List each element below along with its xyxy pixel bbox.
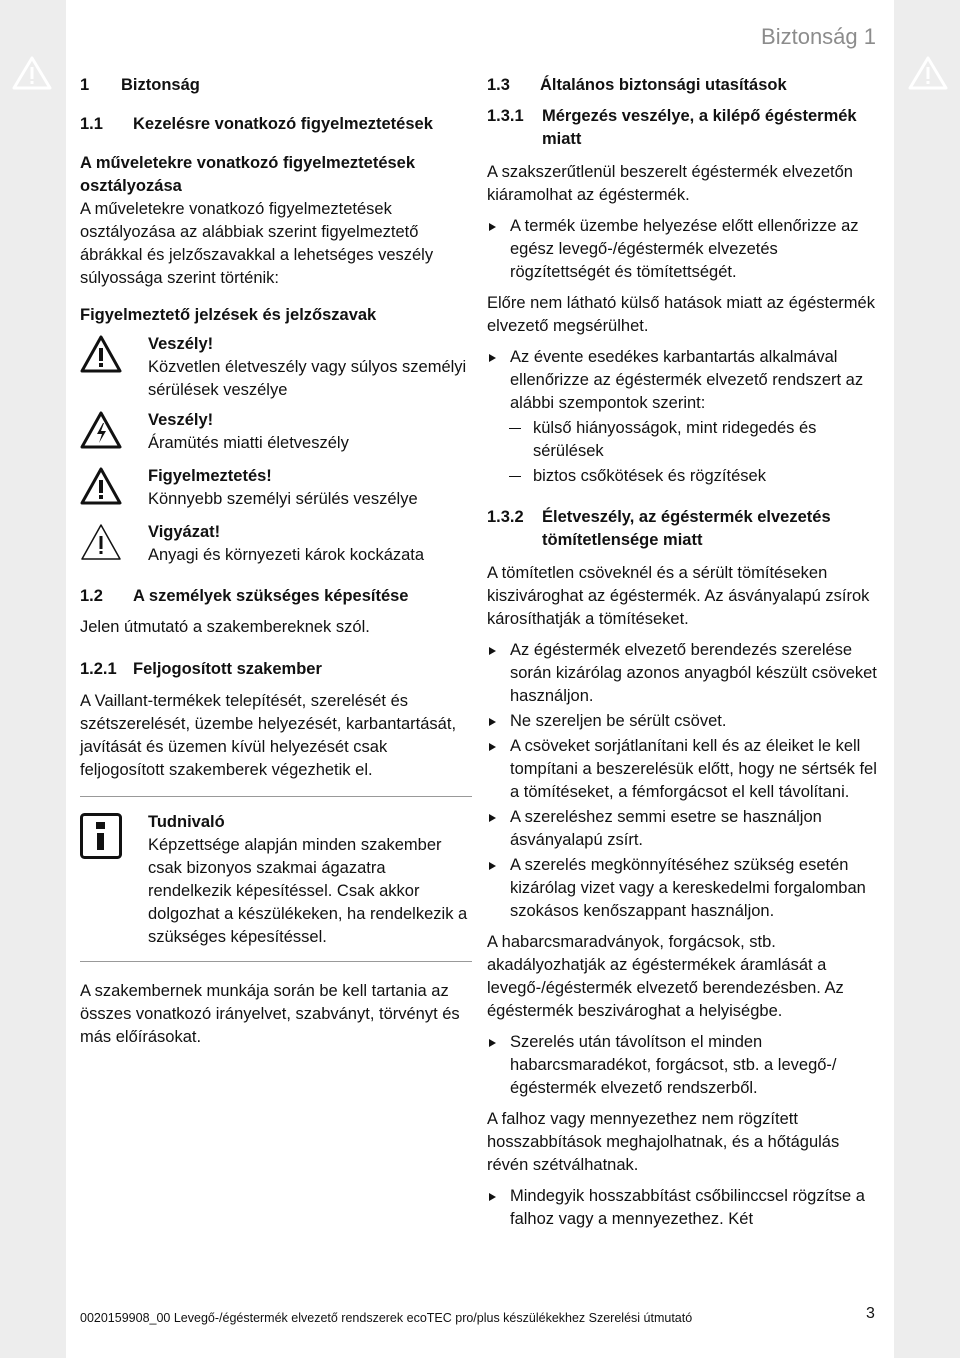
warning-danger bbox=[80, 333, 472, 402]
info-note bbox=[80, 796, 472, 962]
bullet-item: A termék üzembe helyezése előtt ellenőrizze az egész levegő-/égéstermék elvezetés rögzítettségét és tömítettségét. bbox=[487, 215, 882, 284]
section-heading-1-3: 1.3 Általános biztonsági utasítások bbox=[487, 76, 787, 94]
bullet-item: Az égéstermék elvezető berendezés szerelése során kizárólag azonos anyagból készült csöveket használjon. bbox=[487, 639, 882, 708]
info-icon bbox=[80, 813, 122, 859]
signals-heading: Figyelmeztető jelzések és jelzőszavak bbox=[80, 306, 377, 324]
classification-intro: A műveletekre vonatkozó figyelmeztetések osztályozása az alábbiak szerint figyelmeztető ábrákkal és jelzőszavakkal a lehetséges veszély súlyossága szerint történik: bbox=[80, 200, 434, 287]
warning-title: Veszély! bbox=[148, 411, 214, 429]
warning-text: Anyagi és környezeti károk kockázata bbox=[148, 546, 425, 564]
bullet-item: Az évente esedékes karbantartás alkalmával ellenőrizze az égéstermék elvezető rendszert az alábbi szempontok szerint: bbox=[487, 346, 882, 415]
section-heading-1-1: 1.1 Kezelésre vonatkozó figyelmeztetések bbox=[80, 115, 433, 133]
section-heading-1-3-2: 1.3.2 Életveszély, az égéstermék elvezetés tömítetlensége miatt bbox=[487, 508, 831, 549]
warning-caution bbox=[80, 465, 472, 511]
section-1-2-1-body: A Vaillant-termékek telepítését, szerelését és szétszerelését, üzembe helyezését, karbantartását, javítását és üzemen kívül helyezését csak feljogosított szakemberek végezhetik el. bbox=[80, 692, 457, 779]
paragraph: A tömítetlen csöveknél és a sérült tömítéseken kiszivároghat az égéstermék. Az ásványalapú zsírok károsíthatják a tömítéseket. bbox=[487, 564, 870, 628]
warning-text: Közvetlen életveszély vagy súlyos személyi sérülések veszélye bbox=[148, 358, 467, 399]
paragraph: A habarcsmaradványok, forgácsok, stb. akadályozhatják az égéstermékek áramlását a levegő-/égéstermék elvezető berendezésben. Az égéstermék beszivároghat a helyiségbe. bbox=[487, 933, 844, 1020]
warning-title: Veszély! bbox=[148, 335, 214, 353]
electric-shock-icon bbox=[80, 411, 122, 449]
left-margin-band bbox=[0, 0, 66, 1358]
section-heading-1-2: 1.2 A személyek szükséges képesítése bbox=[80, 587, 409, 605]
warning-triangle-icon bbox=[80, 467, 122, 505]
footer-document-title: 0020159908_00 Levegő-/égéstermék elvezető rendszerek ecoTEC pro/plus készülékekhez Szerelési útmutató bbox=[80, 1311, 693, 1325]
bullet-item: Mindegyik hosszabbítást csőbilinccsel rögzítse a falhoz vagy a mennyezethez. Két bbox=[487, 1185, 882, 1231]
subheading-classification: A műveletekre vonatkozó figyelmeztetések osztályozása bbox=[80, 154, 416, 195]
dash-item: külső hiányosságok, mint ridegedés és sérülések bbox=[487, 417, 882, 463]
warning-triangle-icon bbox=[12, 56, 52, 90]
warning-text: Áramütés miatti életveszély bbox=[148, 434, 349, 452]
note-title: Tudnivaló bbox=[148, 813, 225, 831]
warning-triangle-icon bbox=[80, 335, 122, 373]
bullet-item: A szerelés megkönnyítéséhez szükség esetén kizárólag vizet vagy a kereskedelmi forgalomban szokásos kenőszappant használjon. bbox=[487, 854, 882, 923]
right-column bbox=[487, 74, 882, 1231]
warning-text: Könnyebb személyi sérülés veszélye bbox=[148, 490, 418, 508]
paragraph: Előre nem látható külső hatások miatt az égéstermék elvezető megsérülhet. bbox=[487, 294, 875, 335]
dash-item: biztos csőkötések és rögzítések bbox=[487, 465, 882, 488]
section-heading-1: 1 Biztonság bbox=[80, 76, 200, 94]
warning-triangle-icon bbox=[908, 56, 948, 90]
bullet-item: A csöveket sorjátlanítani kell és az éleiket le kell tompítani a beszerelésük előtt, hogy ne sértsék fel a tömítéseket, a fémforgácsot el kell távolítani. bbox=[487, 735, 882, 804]
section-heading-1-2-1: 1.2.1 Feljogosított szakember bbox=[80, 660, 322, 678]
closing-paragraph: A szakembernek munkája során be kell tartania az összes vonatkozó irányelvet, szabványt, törvényt és más előírásokat. bbox=[80, 982, 460, 1046]
bullet-item: A szereléshez semmi esetre se használjon ásványalapú zsírt. bbox=[487, 806, 882, 852]
section-1-2-body: Jelen útmutató a szakembereknek szól. bbox=[80, 618, 370, 636]
warning-triangle-outline-icon bbox=[80, 523, 122, 561]
warning-attention bbox=[80, 521, 472, 567]
paragraph: A szakszerűtlenül beszerelt égéstermék elvezetőn kiáramolhat az égéstermék. bbox=[487, 163, 853, 204]
page-number: 3 bbox=[866, 1305, 875, 1322]
bullet-item: Szerelés után távolítson el minden habarcsmaradékot, forgácsot, stb. a levegő-/égéstermék elvezető rendszerből. bbox=[487, 1031, 882, 1100]
section-heading-1-3-1: 1.3.1 Mérgezés veszélye, a kilépő égéstermék miatt bbox=[487, 107, 857, 148]
warning-title: Figyelmeztetés! bbox=[148, 467, 272, 485]
left-column bbox=[80, 74, 472, 1049]
paragraph: A falhoz vagy mennyezethez nem rögzített hosszabbítások meghajolhatnak, és a hőtágulás révén szétválhatnak. bbox=[487, 1110, 840, 1174]
bullet-item: Ne szereljen be sérült csövet. bbox=[487, 710, 882, 733]
right-margin-band bbox=[894, 0, 960, 1358]
warning-electric bbox=[80, 409, 472, 455]
warning-title: Vigyázat! bbox=[148, 523, 221, 541]
note-text: Képzettsége alapján minden szakember csak bizonyos szakmai ágazatra rendelkezik képesítéssel. Csak akkor dolgozhat a készülékeken, ha rendelkezik a szükséges képesítéssel. bbox=[148, 836, 468, 946]
running-header: Biztonság 1 bbox=[761, 24, 876, 49]
